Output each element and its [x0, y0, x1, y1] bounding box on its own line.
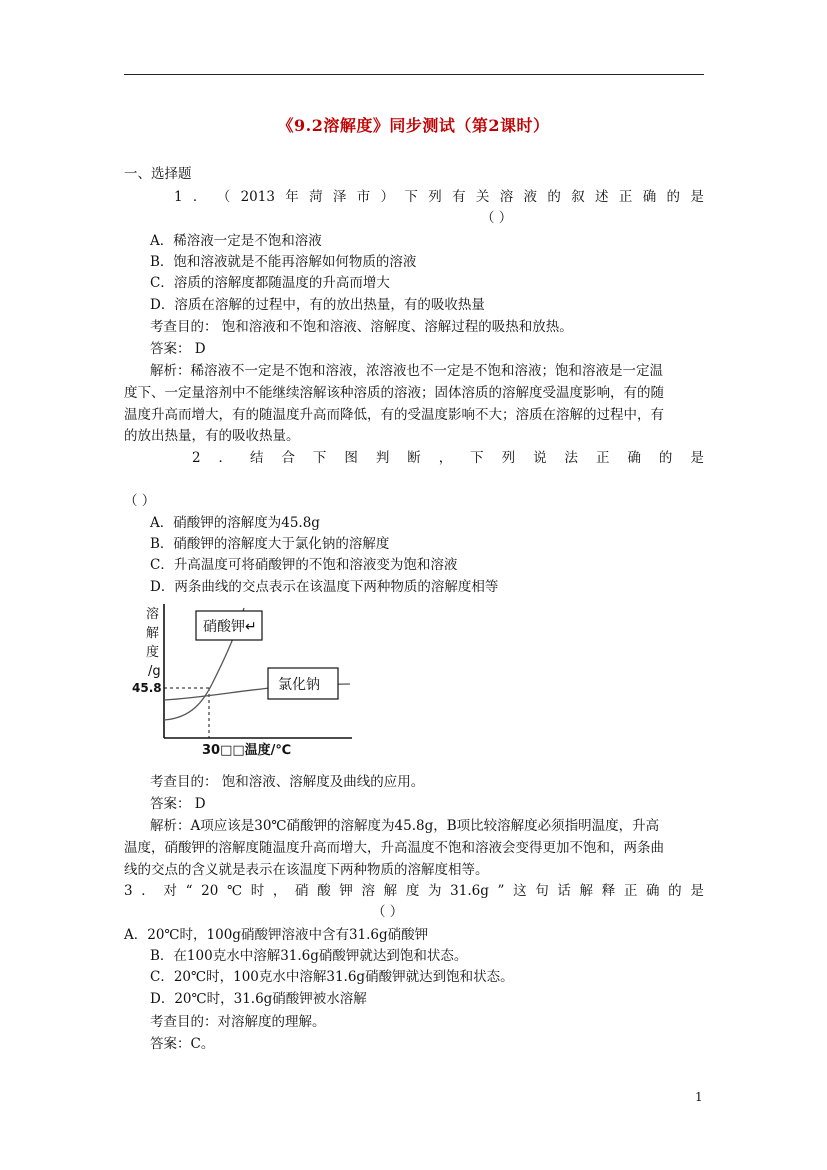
stem-token: 市	[356, 189, 371, 205]
y-axis-label	[146, 606, 161, 679]
solubility-figure	[124, 600, 364, 762]
stem-token: 的	[668, 883, 682, 899]
stem-token: 列	[428, 189, 442, 205]
stem-token: 释	[601, 883, 616, 899]
stem-token: 20	[201, 883, 219, 899]
stem-token: 下	[312, 450, 327, 466]
stem-token: 钾	[339, 883, 353, 899]
stem-token: 是	[690, 450, 704, 466]
stem-token: 话	[557, 883, 571, 899]
stem-token: 关	[475, 189, 490, 205]
q3-option-b: B．在100克水中溶解31.6g硝酸钾就达到饱和状态。	[150, 948, 468, 964]
stem-token: 酸	[317, 883, 331, 899]
stem-token: 述	[595, 189, 609, 205]
section-heading: 一、选择题	[124, 166, 192, 182]
stem-token: 1	[174, 189, 183, 205]
q1-analysis-line: 解析：稀溶液不一定是不饱和溶液，浓溶液也不一定是不饱和溶液；饱和溶液是一定温	[150, 363, 663, 379]
stem-token: 确	[627, 450, 641, 466]
stem-token: 31.6g	[450, 883, 489, 899]
q2-purpose: 考查目的： 饱和溶液、溶解度及曲线的应用。	[150, 774, 425, 790]
q2-option-c: C．升高温度可将硝酸钾的不饱和溶液变为饱和溶液	[150, 557, 458, 573]
stem-token: ”	[497, 883, 505, 899]
stem-token: ，	[438, 450, 453, 466]
q2-answer: 答案： D	[150, 796, 206, 812]
stem-token: 为	[427, 883, 442, 899]
q1-option-c: C．溶质的溶解度都随温度的升高而增大	[150, 275, 390, 291]
stem-token: 下	[470, 450, 484, 466]
stem-token: 确	[646, 883, 660, 899]
y-axis-label-char: 溶	[146, 607, 160, 622]
q2-option-d: D．两条曲线的交点表示在该温度下两种物质的溶解度相等	[150, 579, 499, 595]
stem-token: 正	[595, 450, 610, 466]
q1-option-b: B．饱和溶液就是不能再溶解如何物质的溶液	[150, 254, 417, 270]
y-axis-label-char: 度	[146, 645, 160, 660]
stem-token: ℃	[226, 883, 243, 899]
q2-option-a: A．硝酸钾的溶解度为45.8g	[150, 515, 320, 531]
q2-option-b: B．硝酸钾的溶解度大于氯化钠的溶解度	[150, 536, 390, 552]
q3-paren: （ ）	[372, 904, 404, 920]
stem-token: “	[185, 883, 193, 899]
stem-token: 溶	[361, 883, 376, 899]
stem-token: 度	[405, 883, 420, 899]
stem-token: 有	[452, 189, 466, 205]
stem-token: 对	[163, 883, 177, 899]
x-axis-label: 30□□温度/℃	[202, 743, 292, 758]
stem-token: 3	[124, 883, 133, 899]
header-rule	[124, 74, 704, 75]
q2-analysis-line: 解析：A项应该是30℃硝酸钾的溶解度为45.8g，B项比较溶解度必须指明温度，升高	[150, 818, 660, 834]
stem-token: ）	[380, 189, 395, 205]
q2-stem	[192, 449, 704, 467]
kno3-label: 硝酸钾↵	[203, 619, 257, 635]
stem-token: 菏	[309, 189, 323, 205]
q1-answer: 答案： D	[150, 341, 206, 357]
q3-option-c: C．20℃时，100克水中溶解31.6g硝酸钾就达到饱和状态。	[150, 969, 514, 985]
q3-option-a: A．20℃时，100g硝酸钾溶液中含有31.6g硝酸钾	[124, 927, 429, 943]
stem-token: ，	[272, 883, 287, 899]
page-number: 1	[695, 1090, 703, 1104]
q1-purpose: 考查目的： 饱和溶液和不饱和溶液、溶解度、溶解过程的吸热和放热。	[150, 319, 573, 335]
stem-token: 正	[623, 883, 638, 899]
q3-answer: 答案：C。	[150, 1036, 215, 1052]
stem-token: 2	[192, 450, 201, 466]
q1-stem	[174, 188, 704, 206]
q3-purpose: 考查目的：对溶解度的理解。	[150, 1014, 326, 1030]
stem-token: 硝	[295, 883, 309, 899]
stem-token: 2013	[240, 189, 275, 205]
stem-token: 解	[383, 883, 398, 899]
stem-token: 断	[407, 450, 421, 466]
stem-token: 年	[285, 189, 299, 205]
stem-token: 的	[658, 450, 673, 466]
y-axis-label-char: /g	[148, 664, 161, 679]
y-axis-label-char: 解	[146, 626, 160, 641]
stem-token: 泽	[332, 189, 347, 205]
stem-token: 解	[579, 883, 594, 899]
q1-analysis-line: 的放出热量，有的吸收热量。	[124, 428, 300, 444]
stem-token: 下	[404, 189, 418, 205]
q2-analysis-line: 温度，硝酸钾的溶解度随温度升高而增大，升高温度不饱和溶液会变得更加不饱和，两条曲	[124, 840, 664, 856]
q1-paren: （ ）	[481, 210, 513, 226]
q3-option-d: D．20℃时，31.6g硝酸钾被水溶解	[150, 991, 367, 1007]
stem-token: 是	[690, 189, 704, 205]
stem-token: 说	[533, 450, 547, 466]
stem-token: 列	[501, 450, 516, 466]
stem-token: 溶	[499, 189, 514, 205]
stem-token: 的	[547, 189, 561, 205]
stem-token: ．	[141, 883, 155, 899]
stem-token: ．	[192, 189, 207, 205]
stem-token: 法	[564, 450, 579, 466]
stem-token: 句	[535, 883, 549, 899]
stem-token: 结	[250, 450, 264, 466]
page-title: 《9.2溶解度》同步测试（第2课时）	[277, 116, 550, 135]
stem-token: 正	[618, 189, 633, 205]
stem-token: 叙	[571, 189, 585, 205]
q1-analysis-line: 度下、一定量溶剂中不能继续溶解该种溶质的溶液；固体溶质的溶解度受温度影响，有的随	[124, 385, 664, 401]
q2-analysis-line: 线的交点的含义就是表示在该温度下两种物质的溶解度相等。	[124, 862, 489, 878]
nacl-label: 氯化钠	[278, 677, 320, 693]
q3-stem	[124, 882, 704, 900]
y-tick-label: 45.8	[132, 681, 162, 695]
stem-token: 确	[642, 189, 657, 205]
stem-token: 图	[344, 450, 358, 466]
stem-token: （	[216, 189, 231, 205]
stem-token: 时	[250, 883, 265, 899]
stem-token: 判	[375, 450, 390, 466]
q1-analysis-line: 温度升高而增大，有的随温度升高而降低，有的受温度影响不大；溶质在溶解的过程中，有	[124, 407, 664, 423]
stem-token: 的	[666, 189, 681, 205]
q1-option-a: A．稀溶液一定是不饱和溶液	[150, 233, 322, 249]
q2-paren: （ ）	[124, 493, 156, 509]
stem-token: 这	[513, 883, 527, 899]
stem-token: ．	[218, 450, 233, 466]
stem-token: 是	[690, 883, 704, 899]
q1-option-d: D．溶质在溶解的过程中，有的放出热量，有的吸收热量	[150, 297, 485, 313]
stem-token: 液	[523, 189, 538, 205]
stem-token: 合	[281, 450, 295, 466]
